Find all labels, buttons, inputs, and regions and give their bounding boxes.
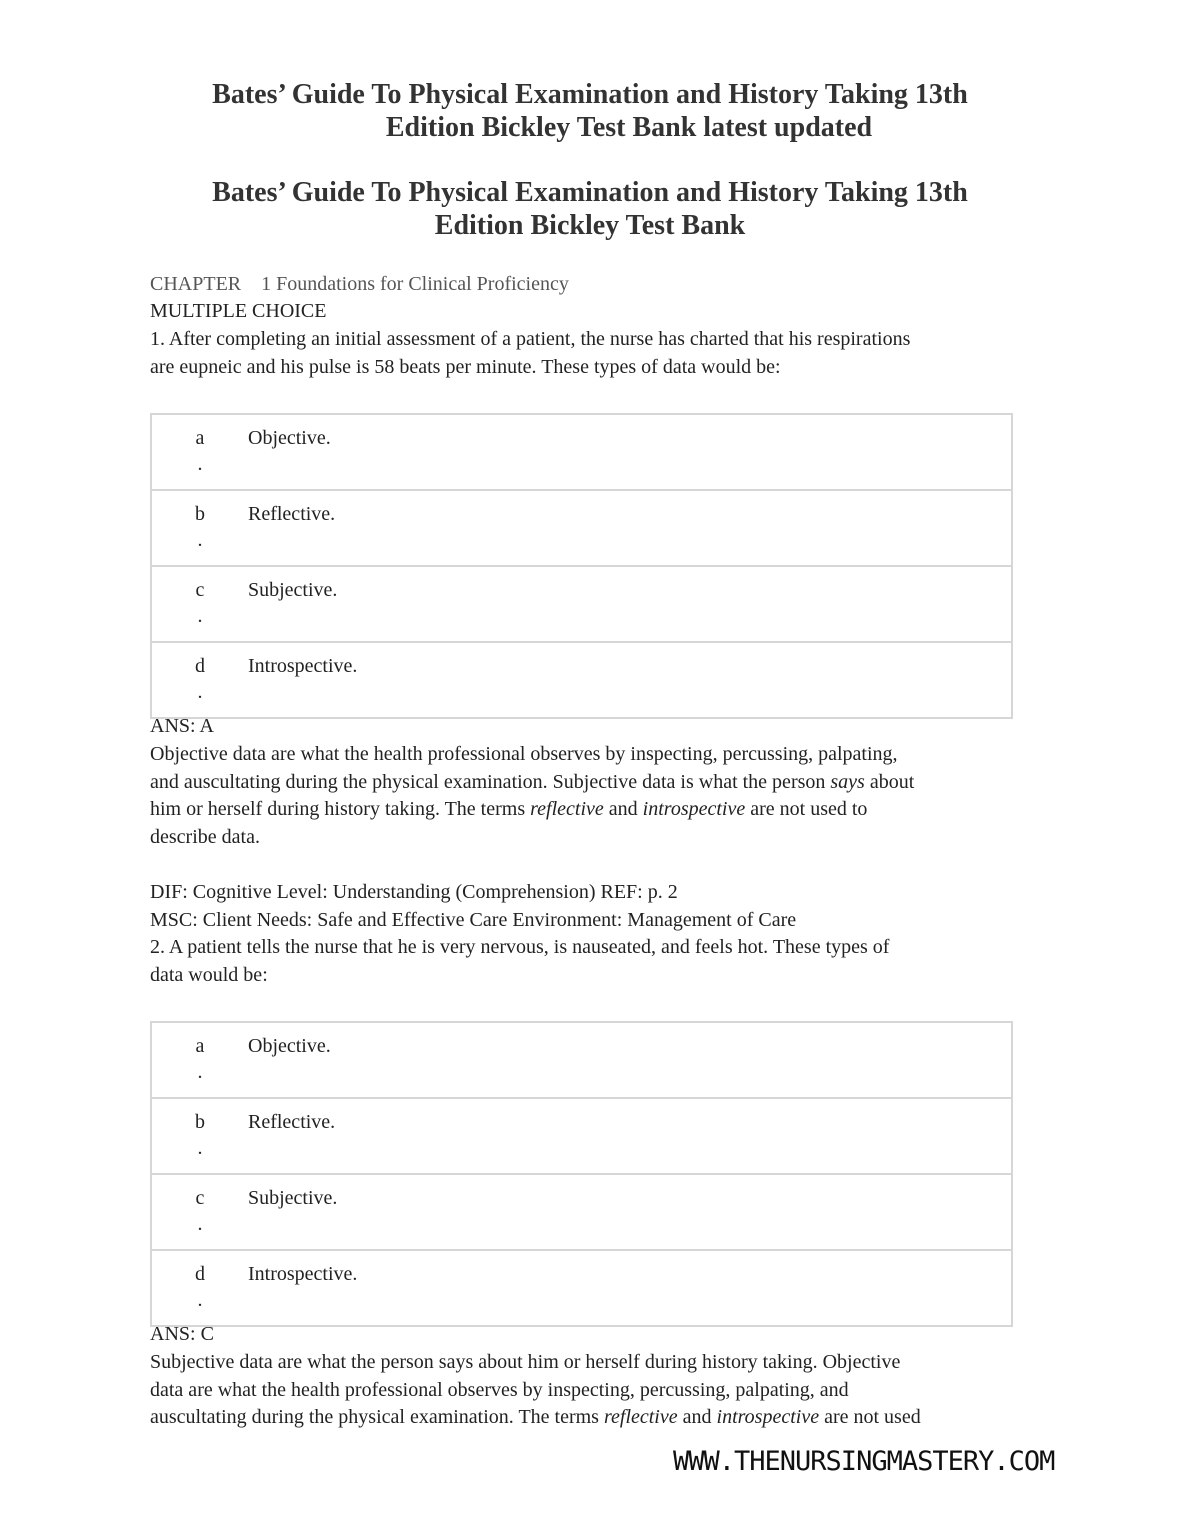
rationale-line: Subjective data are what the person says about him or herself during history taking. Objective (150, 1351, 901, 1373)
option-letter: a . (151, 1022, 248, 1098)
client-needs-line: MSC: Client Needs: Safe and Effective Care Environment: Management of Care (150, 909, 797, 931)
question-line: are eupneic and his pulse is 58 beats per minute. These types of data would be: (150, 355, 781, 378)
rationale-line: Objective data are what the health professional observes by inspecting, percussing, palpating, (150, 743, 898, 765)
rationale-line: him or herself during history taking. The terms reflective and introspective are not used to (150, 798, 868, 820)
question-2 (150, 934, 1030, 989)
option-row (151, 642, 1012, 718)
title-line: Edition Bickley Test Bank (434, 210, 746, 241)
document-subtitle (150, 176, 1030, 242)
rationale-2 (150, 1349, 1030, 1432)
option-row (151, 490, 1012, 566)
option-text: Introspective. (248, 1250, 1012, 1326)
option-row (151, 414, 1012, 490)
option-row (151, 1098, 1012, 1174)
rationale-line: data are what the health professional observes by inspecting, percussing, palpating, and (150, 1378, 849, 1401)
rationale-1 (150, 741, 1030, 851)
option-text: Objective. (248, 414, 1012, 490)
option-letter: b . (151, 1098, 248, 1174)
question-line: data would be: (150, 963, 268, 986)
rationale-line: describe data. (150, 825, 260, 848)
question-1-options (150, 413, 1013, 719)
option-letter: c . (151, 1174, 248, 1250)
question-line: 2. A patient tells the nurse that he is very nervous, is nauseated, and feels hot. These types of (150, 936, 890, 958)
option-letter: d . (151, 642, 248, 718)
option-text: Reflective. (248, 490, 1012, 566)
option-text: Objective. (248, 1022, 1012, 1098)
document-title (150, 78, 1030, 144)
website-watermark: WWW.THENURSINGMASTERY.COM (673, 1446, 1055, 1477)
difficulty-line: DIF: Cognitive Level: Understanding (Comprehension) REF: p. 2 (150, 881, 678, 903)
question-line: 1. After completing an initial assessment of a patient, the nurse has charted that his respirations (150, 328, 911, 350)
option-letter: c . (151, 566, 248, 642)
option-letter: a . (151, 414, 248, 490)
title-line: Edition Bickley Test Bank latest updated (385, 112, 873, 143)
option-row (151, 566, 1012, 642)
section-heading: MULTIPLE CHOICE (150, 300, 327, 322)
option-row (151, 1022, 1012, 1098)
answer-2: ANS: C (150, 1323, 214, 1345)
title-line: Bates’ Guide To Physical Examination and History Taking 13th (212, 79, 968, 110)
question-2-options (150, 1021, 1013, 1327)
chapter-heading: CHAPTER 1 Foundations for Clinical Proficiency (150, 273, 569, 295)
option-letter: d . (151, 1250, 248, 1326)
question-1 (150, 326, 1030, 381)
option-row (151, 1250, 1012, 1326)
option-text: Reflective. (248, 1098, 1012, 1174)
title-line: Bates’ Guide To Physical Examination and History Taking 13th (212, 177, 968, 208)
rationale-line: auscultating during the physical examination. The terms reflective and introspective are not used (150, 1406, 921, 1428)
rationale-line: and auscultating during the physical examination. Subjective data is what the person says about (150, 770, 915, 793)
option-row (151, 1174, 1012, 1250)
option-letter: b . (151, 490, 248, 566)
option-text: Subjective. (248, 1174, 1012, 1250)
answer-1: ANS: A (150, 715, 214, 737)
option-text: Introspective. (248, 642, 1012, 718)
option-text: Subjective. (248, 566, 1012, 642)
